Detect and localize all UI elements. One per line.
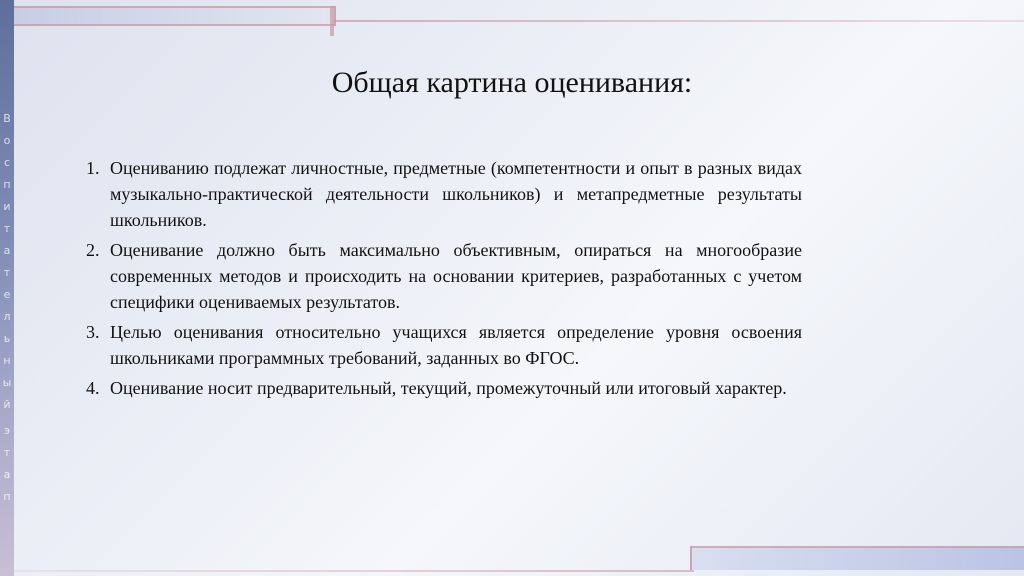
- list-item: 4. Оценивание носит предварительный, текущий, промежуточный или итоговый характер.: [104, 375, 802, 401]
- numbered-list: [72, 155, 802, 401]
- top-decorative-bar: [14, 6, 336, 26]
- side-letter: ь: [3, 332, 11, 345]
- side-letter: л: [3, 310, 11, 323]
- side-letter: э: [3, 424, 11, 437]
- bottom-decorative-bar: [690, 546, 1024, 570]
- side-letter: й: [3, 398, 11, 411]
- list-item: 1. Оцениванию подлежат личностные, предметные (компетентности и опыт в разных видах музыкально-практической деятельности школьников) и метапредметные результаты школьников.: [104, 155, 802, 233]
- slide-title: Общая картина оценивания:: [331, 66, 693, 99]
- list-item: 2. Оценивание должно быть максимально объективным, опираться на многообразие современных методов и происходить на основании критериев, разработанных с учетом специфики оцениваемых результатов.: [104, 237, 802, 315]
- side-letter: о: [3, 134, 11, 147]
- bottom-divider-line: [14, 570, 694, 572]
- top-divider-line: [334, 20, 1024, 22]
- side-letter: с: [3, 156, 11, 169]
- side-letter: а: [3, 468, 11, 481]
- side-letter: ы: [2, 376, 12, 389]
- side-letter: В: [3, 112, 11, 125]
- slide-content: [72, 155, 802, 405]
- side-letter: т: [3, 222, 11, 235]
- side-vertical-text: [0, 110, 14, 506]
- side-letter: а: [3, 244, 11, 257]
- side-letter: т: [3, 266, 11, 279]
- side-letter: и: [3, 200, 11, 213]
- list-item: 3. Целью оценивания относительно учащихся является определение уровня освоения школьниками программных требований, заданных во ФГОС.: [104, 319, 802, 371]
- side-letter: п: [3, 490, 11, 503]
- side-letter: т: [3, 446, 11, 459]
- side-letter: н: [3, 354, 11, 367]
- side-letter: п: [3, 178, 11, 191]
- side-letter: е: [3, 288, 11, 301]
